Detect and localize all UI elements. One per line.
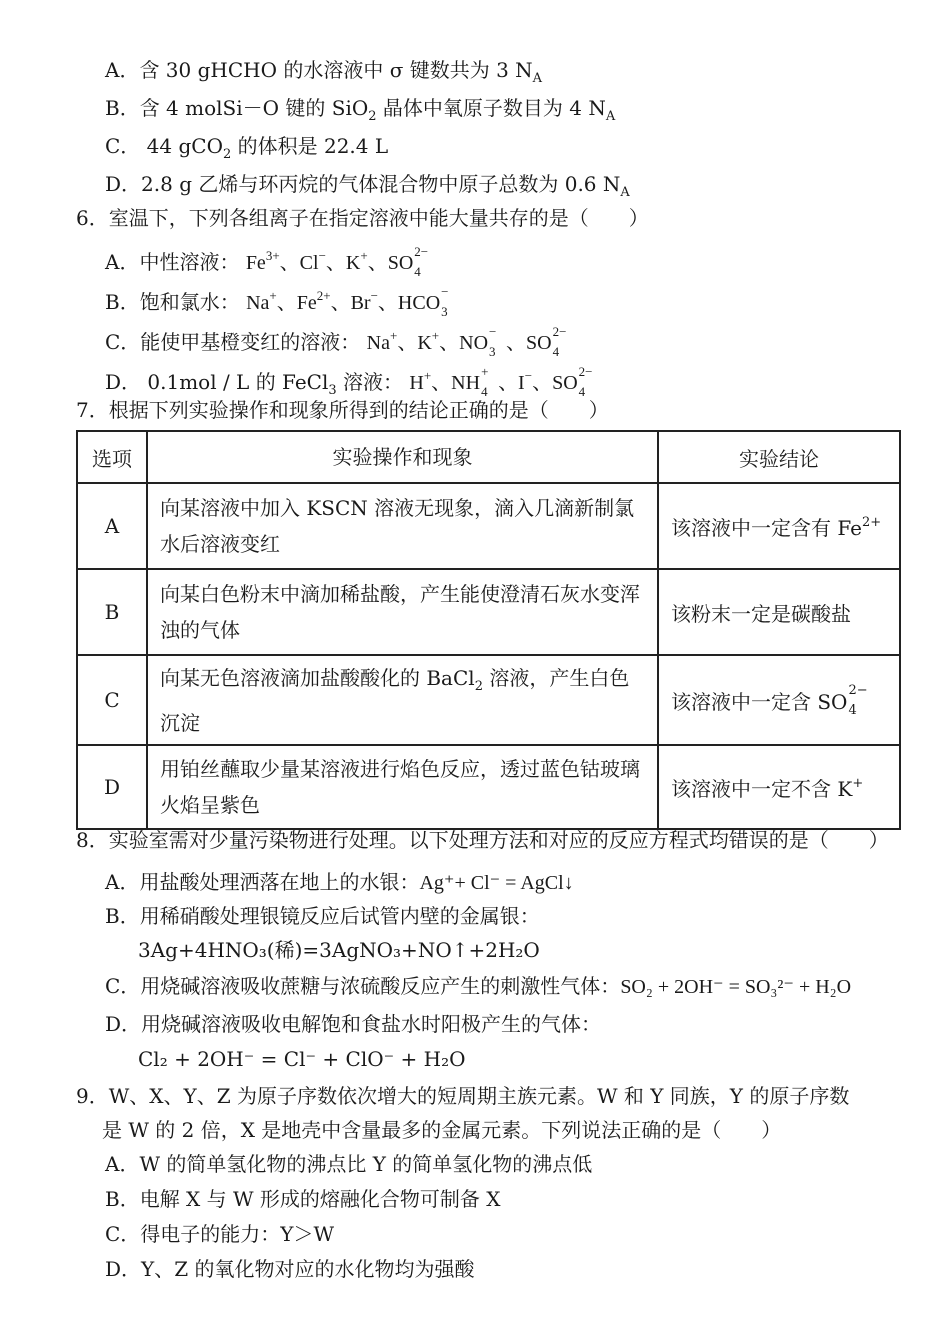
q8-option-a: [105, 868, 574, 897]
q5-option-c-text: C． 44 gCO: [105, 134, 223, 158]
superscript: +: [852, 775, 864, 791]
table-row: [77, 745, 900, 829]
q9-option-d: D．Y、Z 的氧化物对应的水化物均为强酸: [105, 1257, 475, 1281]
operation-text-2: 溶液，产生白色沉淀: [160, 665, 630, 735]
q8-option-b-equation: 3Ag+4HNO₃(稀)=3AgNO₃+NO↑+2H₂O: [138, 938, 540, 962]
q8-option-d-equation: Cl₂ + 2OH⁻ = Cl⁻ + ClO⁻ + H₂O: [138, 1047, 466, 1071]
superscript: 2−: [848, 683, 868, 698]
header-conclusion: 实验结论: [658, 431, 900, 483]
q5-option-b-text: B．含 4 molSi－O 键的 SiO: [105, 96, 369, 120]
q8-option-a-equation: Ag⁺+ Cl⁻ = AgCl↓: [419, 872, 574, 894]
q5-option-d-text: D．2.8 g 乙烯与环丙烷的气体混合物中原子总数为 0.6 N: [105, 172, 621, 196]
q7-stem: 7．根据下列实验操作和现象所得到的结论正确的是（ ）: [76, 398, 609, 422]
q8-option-c-equation: SO₂ + 2OH⁻ = SO₃²⁻ + H₂O: [620, 976, 852, 998]
q6-stem: 6．室温下，下列各组离子在指定溶液中能大量共存的是（ ）: [76, 206, 649, 230]
q8-option-c-text: C．用烧碱溶液吸收蔗糖与浓硫酸反应产生的刺激性气体：: [105, 974, 621, 998]
conclusion-text: 该溶液中一定含有 Fe: [671, 515, 862, 540]
table-header-row: [77, 431, 900, 483]
ion-list: $Fe^{3+}$、Cl−、K+、SO 2− 4: [245, 244, 429, 280]
row-operation: 向某溶液中加入 KSCN 溶液无现象，滴入几滴新制氯水后溶液变红: [147, 483, 658, 569]
q6-option-c-text: C．能使甲基橙变红的溶液：: [105, 330, 361, 354]
conclusion-text: 该溶液中一定含 SO: [671, 689, 848, 714]
row-option: B: [77, 569, 147, 655]
q6-option-a-text: A．中性溶液：: [105, 250, 240, 274]
q5-option-c-text-2: 的体积是 22.4 L: [231, 134, 389, 158]
ion-list: Na+、K+、NO − 3 、SO 2− 4: [366, 324, 567, 360]
q9-stem-line-1: 9．W、X、Y、Z 为原子序数依次增大的短周期主族元素。W 和 Y 同族，Y 的原子序数: [76, 1084, 850, 1108]
header-operation: 实验操作和现象: [147, 431, 658, 483]
header-option: 选项: [77, 431, 147, 483]
row-conclusion: 该粉末一定是碳酸盐: [658, 569, 900, 655]
q5-option-a: [105, 56, 542, 93]
q5-option-b-text-2: 晶体中氧原子数目为 4 N: [376, 96, 606, 120]
row-option: C: [77, 655, 147, 745]
row-option: A: [77, 483, 147, 569]
q8-option-c: [105, 972, 851, 1001]
table-row: [77, 655, 900, 745]
q6-option-d-text-2: 溶液：: [336, 370, 404, 394]
q6-option-b: [105, 282, 458, 320]
subscript: 2: [222, 147, 232, 162]
table-row: [77, 483, 900, 569]
subscript: A: [532, 71, 543, 86]
q8-stem: 8．实验室需对少量污染物进行处理。以下处理方法和对应的反应方程式均错误的是（ ）: [76, 828, 889, 852]
subscript: 3: [328, 383, 337, 398]
subscript: 4: [848, 703, 857, 718]
q9-stem-line-2: 是 W 的 2 倍，X 是地壳中含量最多的金属元素。下列说法正确的是（ ）: [102, 1118, 782, 1142]
row-conclusion: [658, 483, 900, 569]
q8-option-d: D．用烧碱溶液吸收电解饱和食盐水时阳极产生的气体：: [105, 1012, 602, 1036]
q6-option-c: [105, 322, 570, 360]
q8-option-b: B．用稀硝酸处理银镜反应后试管内壁的金属银：: [105, 904, 540, 928]
row-conclusion: [658, 655, 900, 745]
q9-option-b: B．电解 X 与 W 形成的熔融化合物可制备 X: [105, 1187, 501, 1211]
row-conclusion: [658, 745, 900, 829]
ion-list: H+、NH + 4 、I−、SO 2− 4: [409, 364, 593, 400]
q5-option-a-text: A．含 30 gHCHO 的水溶液中 σ 键数共为 3 N: [105, 58, 533, 82]
q9-option-c: C．得电子的能力：Y＞W: [105, 1222, 335, 1246]
q5-option-b: [105, 94, 615, 131]
q9-option-a: A．W 的简单氢化物的沸点比 Y 的简单氢化物的沸点低: [105, 1152, 593, 1176]
ion-list: Na+、$Fe^{2+}$、Br−、HCO − 3: [246, 284, 449, 320]
experiment-table: [76, 430, 901, 830]
row-operation: [147, 655, 658, 745]
conclusion-text: 该溶液中一定不含 K: [671, 776, 853, 801]
q5-option-d: [105, 170, 630, 207]
q6-option-d-text: D． 0.1mol / L 的 FeCl: [105, 370, 329, 394]
q5-option-c: [105, 132, 388, 169]
subscript: 2: [368, 109, 377, 124]
q6-option-a: [105, 242, 431, 280]
superscript: 2+: [861, 514, 882, 530]
row-operation: 向某白色粉末中滴加稀盐酸，产生能使澄清石灰水变浑浊的气体: [147, 569, 658, 655]
subscript: A: [620, 185, 630, 200]
q8-option-a-text: A．用盐酸处理洒落在地上的水银：: [105, 870, 420, 894]
subscript: A: [605, 109, 616, 124]
subscript: 2: [474, 678, 483, 694]
operation-text: 向某无色溶液滴加盐酸酸化的 BaCl: [160, 665, 475, 690]
row-operation: 用铂丝蘸取少量某溶液进行焰色反应，透过蓝色钴玻璃火焰呈紫色: [147, 745, 658, 829]
q6-option-b-text: B．饱和氯水：: [105, 290, 240, 314]
row-option: D: [77, 745, 147, 829]
table-row: [77, 569, 900, 655]
